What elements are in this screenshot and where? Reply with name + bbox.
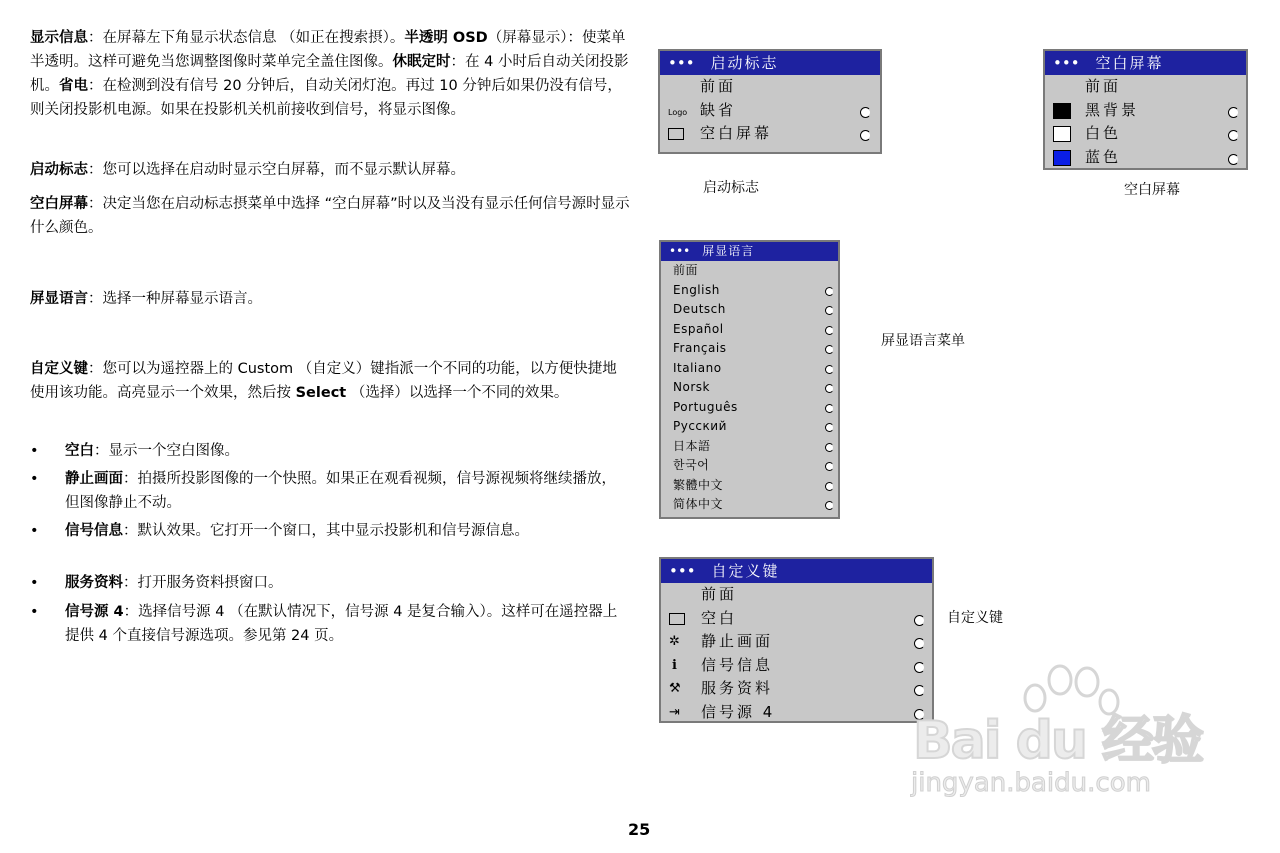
language-item[interactable] xyxy=(661,437,838,457)
bullet-term: 信号信息 xyxy=(65,523,123,539)
term-startup-logo: 启动标志 xyxy=(30,162,88,178)
language-item[interactable] xyxy=(661,398,838,418)
term-blank-screen: 空白屏幕 xyxy=(30,196,88,212)
menu-item-label: 信号信息 xyxy=(701,655,774,674)
radio-button[interactable] xyxy=(860,107,871,118)
bullet-item xyxy=(30,600,630,648)
language-label: 日本語 xyxy=(673,438,711,453)
radio-button[interactable] xyxy=(1228,107,1239,118)
language-label: Italiano xyxy=(673,360,722,375)
text: ：您可以为遥控器上的 Custom （自定义）键指派一个不同的功能，以方便快捷地使用该功能。高亮显示一个效果，然后按 xyxy=(30,361,617,401)
term-osd: 半透明 OSD xyxy=(404,30,488,46)
source-input-icon: ⇥ xyxy=(669,704,680,720)
caption-language-menu: 屏显语言菜单 xyxy=(881,333,965,349)
language-item[interactable] xyxy=(661,476,838,496)
bullet-text: ：显示一个空白图像。 xyxy=(94,443,239,459)
term-select: Select xyxy=(295,385,347,401)
menu-item-blue[interactable] xyxy=(1045,146,1246,170)
language-item[interactable] xyxy=(661,417,838,437)
text: ：在屏幕左下角显示状态信息 （如正在搜索摂）。 xyxy=(88,30,405,46)
bullet-text: ：拍摄所投影图像的一个快照。如果正在观看视频，信号源视频将继续播放，但图像静止不动。 xyxy=(65,471,616,511)
menu-item-source-4[interactable] xyxy=(661,701,932,725)
text: ：决定当您在启动标志摂菜单中选择 “空白屏幕”时以及当没有显示任何信号源时显示什么颜色。 xyxy=(30,196,630,236)
screen-icon xyxy=(668,126,686,142)
menu-title: 自定义键 xyxy=(711,562,780,580)
menu-item-front[interactable] xyxy=(660,75,880,99)
language-item[interactable] xyxy=(661,339,838,359)
caption-startup-logo: 启动标志 xyxy=(703,180,759,196)
radio-button[interactable] xyxy=(825,326,834,335)
blank-screen-menu xyxy=(1043,49,1248,170)
menu-title: 空白屏幕 xyxy=(1095,54,1164,72)
bullet-mark: • xyxy=(30,471,39,487)
info-icon: i xyxy=(672,657,677,673)
menu-item-label: 服务资料 xyxy=(701,679,774,697)
radio-button[interactable] xyxy=(825,306,834,315)
caption-blank-screen: 空白屏幕 xyxy=(1124,182,1180,198)
bullet-mark: • xyxy=(30,443,39,459)
language-label: English xyxy=(673,282,720,297)
language-item[interactable] xyxy=(661,359,838,379)
menu-item-label: 信号源 4 xyxy=(701,702,776,721)
menu-item-front[interactable] xyxy=(661,261,838,281)
radio-button[interactable] xyxy=(825,482,834,491)
language-label: Português xyxy=(673,399,738,414)
language-item[interactable] xyxy=(661,495,838,515)
bullet-term: 静止画面 xyxy=(65,471,123,487)
radio-button[interactable] xyxy=(860,130,871,141)
language-label: Français xyxy=(673,341,727,355)
radio-button[interactable] xyxy=(825,365,834,374)
menu-item-label: 前面 xyxy=(701,585,738,603)
menu-item-label: 黑背景 xyxy=(1085,100,1140,119)
bullet-mark: • xyxy=(30,575,39,591)
language-label: Español xyxy=(673,321,724,336)
menu-item-label: 空白 xyxy=(701,608,738,627)
menu-item-front[interactable] xyxy=(1045,75,1246,99)
menu-title: 屏显语言 xyxy=(702,244,755,258)
menu-item-label: 前面 xyxy=(1085,77,1122,95)
watermark-url: jingyan.baidu.com xyxy=(911,768,1151,798)
language-label: 繁體中文 xyxy=(673,477,724,492)
color-swatch-blue xyxy=(1053,150,1071,166)
color-swatch-black xyxy=(1053,103,1071,119)
menu-title: 启动标志 xyxy=(710,54,779,72)
bullet-text: ：打开服务资料摂窗口。 xyxy=(123,575,283,591)
paragraph-blank-screen xyxy=(30,192,630,240)
wrench-icon: ⚒ xyxy=(669,681,681,696)
bullet-mark: • xyxy=(30,523,39,539)
text: （屏幕显示）：使菜单半透明。这样可避免当您调整图像时菜单完全盖住图像。 xyxy=(30,30,626,70)
text: ：在 4 小时后自动关闭投影机。 xyxy=(30,54,629,94)
radio-button[interactable] xyxy=(825,384,834,393)
watermark-brand: Bai du 经验 xyxy=(913,711,1202,771)
bullet-term: 信号源 4 xyxy=(65,604,124,620)
caption-custom-key: 自定义键 xyxy=(947,610,1003,626)
paragraph-display-info xyxy=(30,26,630,122)
radio-button[interactable] xyxy=(825,287,834,296)
term-language: 屏显语言 xyxy=(30,291,88,307)
menu-header xyxy=(661,242,838,261)
radio-button[interactable] xyxy=(825,345,834,354)
term-custom-key: 自定义键 xyxy=(30,361,88,377)
bullet-item xyxy=(30,439,630,463)
menu-dots: ••• xyxy=(669,244,691,258)
language-menu xyxy=(659,240,840,519)
menu-item-freeze[interactable] xyxy=(661,630,932,654)
menu-item-white[interactable] xyxy=(1045,122,1246,146)
language-item[interactable] xyxy=(661,320,838,340)
menu-dots: ••• xyxy=(669,562,696,580)
menu-header xyxy=(1045,51,1246,75)
radio-button[interactable] xyxy=(914,638,925,649)
menu-item-blank-screen[interactable] xyxy=(660,122,880,146)
menu-item-front[interactable] xyxy=(661,583,932,607)
text: （选择）以选择一个不同的效果。 xyxy=(346,385,569,401)
language-item[interactable] xyxy=(661,378,838,398)
screen-icon xyxy=(669,611,687,627)
radio-button[interactable] xyxy=(1228,130,1239,141)
bullet-term: 空白 xyxy=(65,443,94,459)
bullet-item xyxy=(30,519,630,543)
language-item[interactable] xyxy=(661,456,838,476)
language-item[interactable] xyxy=(661,281,838,301)
radio-button[interactable] xyxy=(825,462,834,471)
color-swatch-white xyxy=(1053,126,1071,142)
page-number: 25 xyxy=(628,820,651,839)
menu-item-service-info[interactable] xyxy=(661,677,932,701)
menu-item-label: 缺省 xyxy=(700,100,737,119)
logo-icon: Logo xyxy=(668,107,688,117)
menu-item-source-info[interactable] xyxy=(661,654,932,678)
language-label: 한국어 xyxy=(673,458,710,472)
term-sleep-timer: 休眠定时 xyxy=(392,54,451,70)
radio-button[interactable] xyxy=(825,423,834,432)
radio-button[interactable] xyxy=(914,615,925,626)
paragraph-custom-key xyxy=(30,357,630,405)
menu-item-label: 空白屏幕 xyxy=(700,124,773,142)
text: ：选择一种屏幕显示语言。 xyxy=(88,291,262,307)
baidu-watermark xyxy=(905,660,1205,810)
language-item[interactable] xyxy=(661,300,838,320)
radio-button[interactable] xyxy=(825,501,834,510)
menu-item-black[interactable] xyxy=(1045,99,1246,123)
bullet-mark: • xyxy=(30,604,39,620)
term-power-save: 省电 xyxy=(59,78,88,94)
language-label: 简体中文 xyxy=(673,497,724,511)
paragraph-language xyxy=(30,287,630,311)
radio-button[interactable] xyxy=(825,404,834,413)
custom-key-menu xyxy=(659,557,934,723)
language-label: Русский xyxy=(673,419,727,433)
bullet-item xyxy=(30,467,630,515)
language-label: Deutsch xyxy=(673,302,726,316)
language-label: Norsk xyxy=(673,380,710,394)
bullet-text: ：默认效果。它打开一个窗口，其中显示投影机和信号源信息。 xyxy=(123,523,529,539)
menu-item-blank[interactable] xyxy=(661,607,932,631)
menu-dots: ••• xyxy=(1053,54,1080,72)
bullet-item xyxy=(30,571,630,595)
radio-button[interactable] xyxy=(825,443,834,452)
menu-item-default[interactable] xyxy=(660,99,880,123)
startup-logo-menu xyxy=(658,49,882,154)
menu-dots: ••• xyxy=(668,54,695,72)
radio-button[interactable] xyxy=(1228,154,1239,165)
menu-item-label: 白色 xyxy=(1085,124,1122,142)
term-display-info: 显示信息 xyxy=(30,30,88,46)
menu-item-label: 前面 xyxy=(700,77,737,95)
menu-item-label: 蓝色 xyxy=(1085,147,1122,166)
text: ：您可以选择在启动时显示空白屏幕，而不显示默认屏幕。 xyxy=(88,162,465,178)
text: ：在检测到没有信号 20 分钟后，自动关闭灯泡。再过 10 分钟后如果仍没有信号，则关闭投影机电源。如果在投影机关机前接收到信号，将显示图像。 xyxy=(30,78,622,118)
paragraph-startup-logo xyxy=(30,158,630,182)
bullet-term: 服务资料 xyxy=(65,575,123,591)
menu-header xyxy=(660,51,880,75)
menu-item-label: 静止画面 xyxy=(701,632,774,650)
menu-header xyxy=(661,559,932,583)
freeze-icon: ✲ xyxy=(669,634,680,649)
menu-item-label: 前面 xyxy=(673,263,699,277)
bullet-text: ：选择信号源 4 （在默认情况下，信号源 4 是复合输入）。这样可在遥控器上提供 4 个直接信号源选项。参见第 24 页。 xyxy=(65,604,618,644)
